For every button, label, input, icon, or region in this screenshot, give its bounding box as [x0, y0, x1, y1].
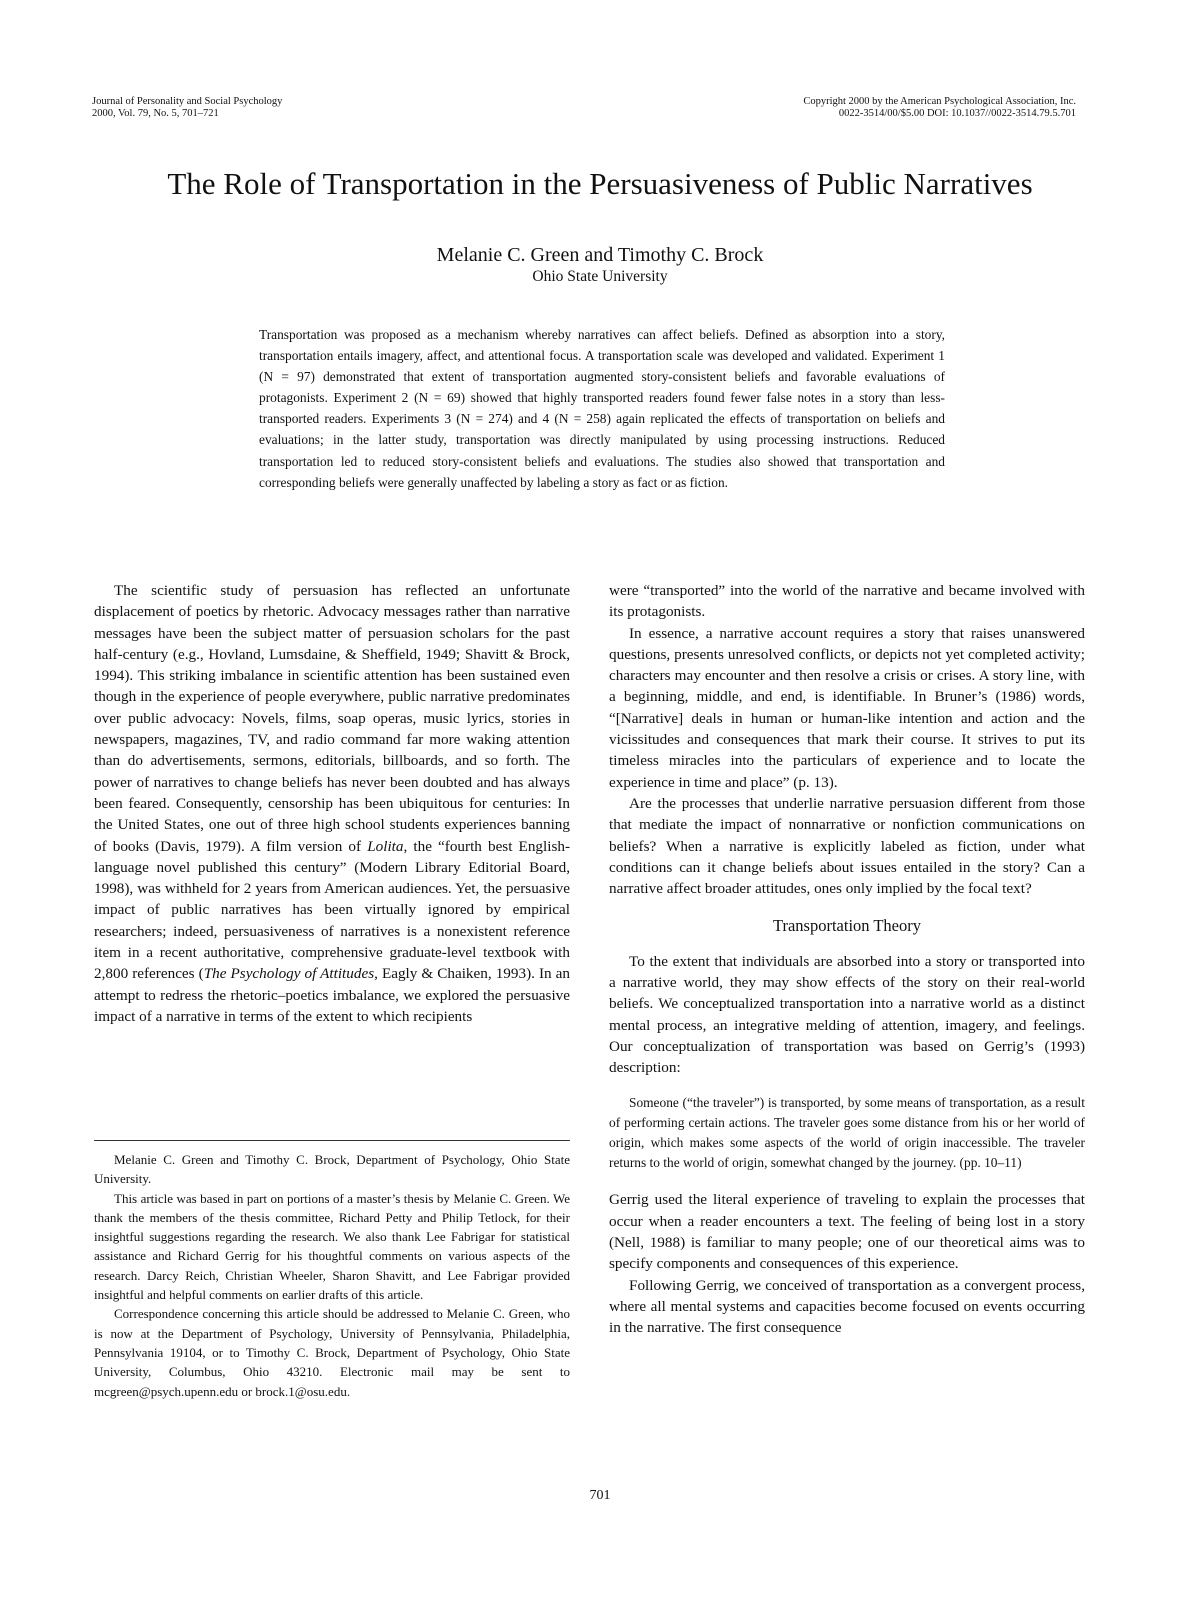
intro-paragraph [94, 580, 570, 1027]
footnote-divider [94, 1140, 570, 1141]
left-column [94, 580, 570, 1027]
doi-line: 0022-3514/00/$5.00 DOI: 10.1037//0022-3514.79.5.701 [838, 108, 1076, 119]
research-questions-paragraph: Are the processes that underlie narrative persuasion different from those that mediate the impact of nonnarrative or nonfiction communications on beliefs? When a narrative is explicitly labeled as fiction, under what conditions can it change beliefs about issues entailed in the story? Can a narrative affect broader attitudes, ones only implied by the focal text? [609, 794, 1085, 898]
author-note [94, 1150, 570, 1401]
intro-text-part2: , the “fourth best English-language novel published this century” (Modern Library Editorial Board, 1998), was withheld for 2 years from American audiences. Yet, the persuasive impact of public narratives has been virtually ignored by empirical researchers; indeed, persuasiveness of narratives is a nonexistent reference item in a recent authoritative, comprehensive graduate-level textbook with 2,800 references ( [94, 837, 571, 983]
copyright-notice: Copyright 2000 by the American Psychological Association, Inc. [803, 96, 1076, 107]
journal-volume: 2000, Vol. 79, No. 5, 701–721 [92, 108, 219, 119]
intro-text-part1: The scientific study of persuasion has reflected an unfortunate displacement of poetics by rhetoric. Advocacy messages rather than narrative messages have been the subject matter of persuasion scholars for the past half-century (e.g., Hovland, Lumsdaine, & Sheffield, 1949; Shavitt & Brock, 1994). This striking imbalance in scientific attention has been sustained even though in the experience of people everywhere, public narrative predominates over public advocacy: Novels, films, soap operas, music lyrics, stories in newspapers, magazines, TV, and radio command far more waking attention than do advertisements, sermons, editorials, billboards, and so forth. The power of narratives to change beliefs has never been doubted and has always been feared. Consequently, censorship has been ubiquitous for centuries: In the United States, one out of three high school students experiences banning of books (Davis, 1979). A film version of [94, 582, 570, 855]
author-note-acknowledgments: This article was based in part on portions of a master’s thesis by Melanie C. Green. We thank the members of the thesis committee, Richard Petty and Philip Tetlock, for their insightful suggestions regarding the research. We also thank Lee Fabrigar for statistical assistance and Richard Gerrig for his thoughtful comments on various aspects of the research. Darcy Reich, Christian Wheeler, Sharon Shavitt, and Lee Fabrigar provided insightful and helpful comments on earlier drafts of this article. [94, 1190, 570, 1303]
narrative-definition-paragraph: In essence, a narrative account requires a story that raises unanswered questions, presents unresolved conflicts, or depicts not yet completed activity; characters may encounter and then resolve a crisis or crises. A story line, with a beginning, middle, and end, is identifiable. In Bruner’s (1986) words, “[Narrative] deals in human or human-like intention and action and the vicissitudes and consequences that mark their course. It strives to put its timeless miracles into the particulars of experience and to locate the experience in time and place” (p. 13). [609, 624, 1085, 791]
page-number: 701 [589, 1488, 611, 1503]
author-note-correspondence: Correspondence concerning this article should be addressed to Melanie C. Green, who is now at the Department of Psychology, University of Pennsylvania, Philadelphia, Pennsylvania 19104, or to Timothy C. Brock, Department of Psychology, Ohio State University, Columbus, Ohio 43210. Electronic mail may be sent to mcgreen@psych.upenn.edu or brock.1@osu.edu. [94, 1306, 570, 1399]
author-affiliation: Ohio State University [532, 268, 668, 285]
convergent-process-paragraph: Following Gerrig, we conceived of transportation as a convergent process, where all mental systems and capacities become focused on events occurring in the narrative. The first consequence [609, 1276, 1085, 1337]
article-title: The Role of Transportation in the Persuasiveness of Public Narratives [167, 166, 1033, 201]
textbook-title: The Psychology of Attitudes [203, 965, 375, 983]
journal-header [92, 96, 282, 120]
transportation-paragraph: To the extent that individuals are absorbed into a story or transported into a narrative world, they may show effects of the story on their real-world beliefs. We conceptualized transportation into a narrative world as a distinct mental process, an integrative melding of attention, imagery, and feelings. Our conceptualization of transportation was based on Gerrig’s (1993) description: [609, 952, 1085, 1077]
abstract: Transportation was proposed as a mechanism whereby narratives can affect beliefs. Defined as absorption into a story, transportation entails imagery, affect, and attentional focus. A transportation scale was developed and validated. Experiment 1 (N = 97) demonstrated that extent of transportation augmented story-consistent beliefs and favorable evaluations of protagonists. Experiment 2 (N = 69) showed that highly transported readers found fewer false notes in a story than less-transported readers. Experiments 3 (N = 274) and 4 (N = 258) again replicated the effects of transportation on beliefs and evaluations; in the latter study, transportation was directly manipulated by using processing instructions. Reduced transportation led to reduced story-consistent beliefs and evaluations. The studies also showed that transportation and corresponding beliefs were generally unaffected by labeling a story as fact or as fiction. [259, 327, 945, 490]
gerrig-quote: Someone (“the traveler”) is transported, by some means of transportation, as a result of performing certain actions. The traveler goes some distance from his or her world of origin, which makes some aspects of the world of origin inaccessible. The traveler returns to the world of origin, somewhat changed by the journey. (pp. 10–11) [609, 1094, 1085, 1171]
lolita-title: Lolita [367, 837, 404, 855]
journal-name: Journal of Personality and Social Psychology [92, 96, 283, 107]
gerrig-paragraph: Gerrig used the literal experience of traveling to explain the processes that occur when a reader encounters a text. The feeling of being lost in a story (Nell, 1988) is familiar to many people; one of our theoretical aims was to specify components and consequences of this experience. [609, 1191, 1085, 1273]
section-heading: Transportation Theory [772, 916, 922, 936]
author-note-affiliation: Melanie C. Green and Timothy C. Brock, Department of Psychology, Ohio State University. [94, 1152, 570, 1187]
copyright-header [803, 96, 1076, 120]
author-names: Melanie C. Green and Timothy C. Brock [436, 244, 764, 266]
block-quote [609, 1093, 1085, 1174]
right-column [609, 580, 1085, 1338]
continued-paragraph: were “transported” into the world of the narrative and became involved with its protagonists. [609, 582, 1085, 621]
intro-text-part3: , Eagly & Chaiken, 1993). In an attempt to redress the rhetoric–poetics imbalance, we explored the persuasive impact of a narrative in terms of the extent to which recipients [94, 965, 570, 1025]
